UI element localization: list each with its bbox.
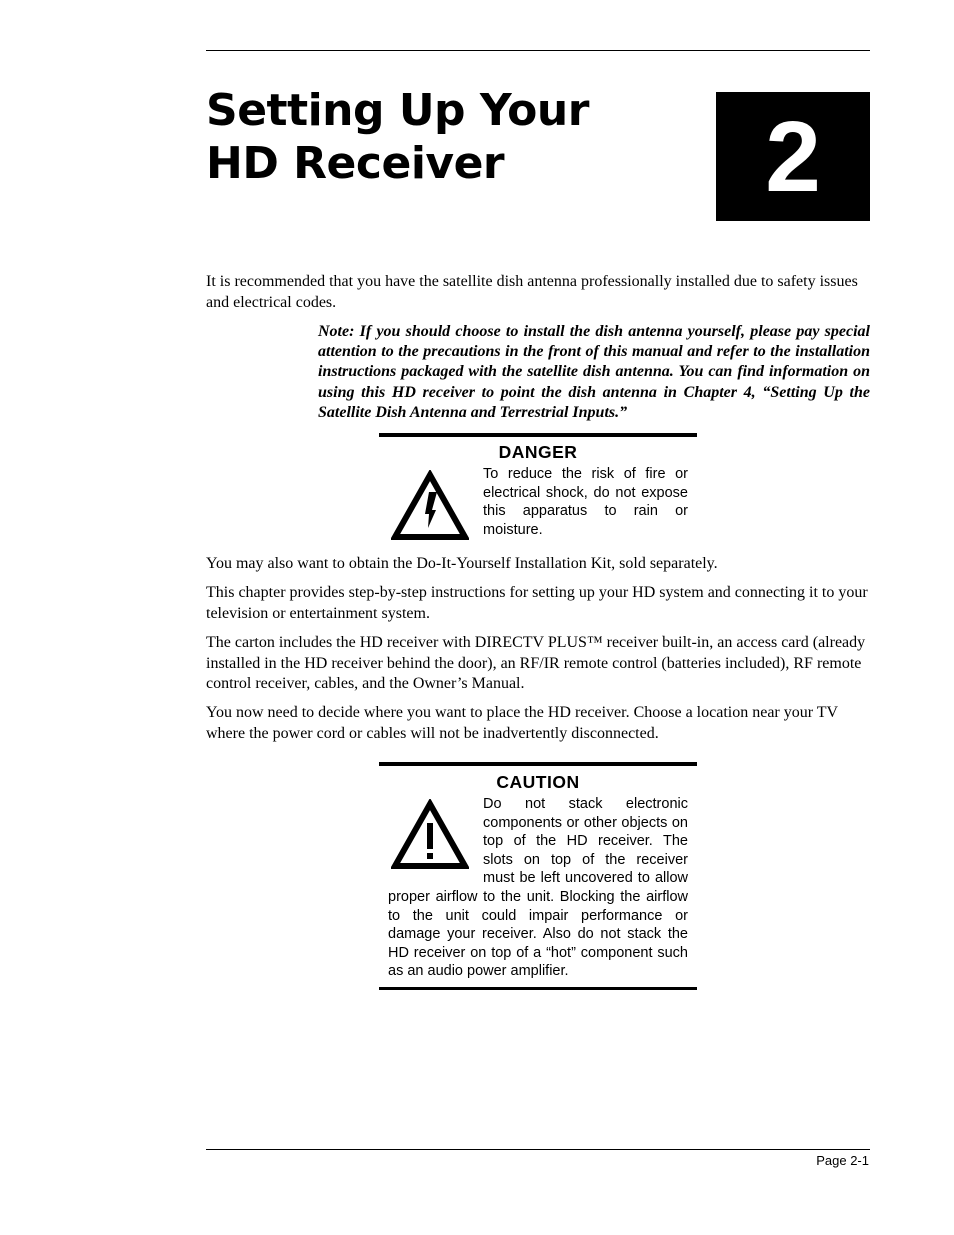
chapter-title [206, 84, 686, 190]
danger-box [379, 433, 697, 550]
paragraph-diy-kit: You may also want to obtain the Do-It-Yourself Installation Kit, sold separately. [206, 555, 718, 572]
paragraph-chapter-overview: This chapter provides step-by-step instructions for setting up your HD system and connecting it to your television or entertainment system. [206, 584, 868, 622]
chapter-title-line-2: HD Receiver [206, 138, 505, 189]
danger-heading: DANGER [498, 442, 578, 462]
danger-text: To reduce the risk of fire or electrical shock, do not expose this apparatus to rain or moisture. [483, 466, 688, 538]
chapter-title-line-1: Setting Up Your [206, 85, 589, 136]
caution-box [379, 762, 697, 990]
installation-note: Note: If you should choose to install the dish antenna yourself, please pay special attention to the precautions in the front of this manual and refer to the installation instructions packaged with the satellite dish antenna. You can find information on using this HD receiver to point the dish antenna in Chapter 4, “Setting Up the Satellite Dish Antenna and Terrestrial Inputs.” [318, 323, 870, 421]
caution-text-wrap [388, 795, 688, 981]
page-number: Page 2-1 [816, 1153, 869, 1168]
footer-rule [206, 1149, 870, 1150]
paragraph-carton-contents: The carton includes the HD receiver with DIRECTV PLUS™ receiver built-in, an access card (already installed in the HD receiver behind the door), an RF/IR remote control (batteries included), RF remote control receiver, cables, and the Owner’s Manual. [206, 634, 866, 692]
caution-heading: CAUTION [496, 772, 580, 792]
lightning-warning-icon [391, 470, 469, 547]
caution-text: Do not stack electronic components or other objects on top of the HD receiver. The slots on top of the receiver must be left uncovered to allow proper airflow to the unit. Blocking the airflow to the unit could impair performance or damage your receiver. Also do not stack the HD receiver on top of a “hot” component such as an audio power amplifier. [388, 796, 688, 980]
chapter-number: 2 [765, 100, 821, 213]
chapter-number-box [716, 92, 870, 221]
header-rule [206, 50, 870, 51]
intro-paragraph: It is recommended that you have the satellite dish antenna professionally installed due to safety issues and electrical codes. [206, 273, 858, 311]
paragraph-placement: You now need to decide where you want to place the HD receiver. Choose a location near your TV where the power cord or cables will not be inadvertently disconnected. [206, 704, 838, 742]
